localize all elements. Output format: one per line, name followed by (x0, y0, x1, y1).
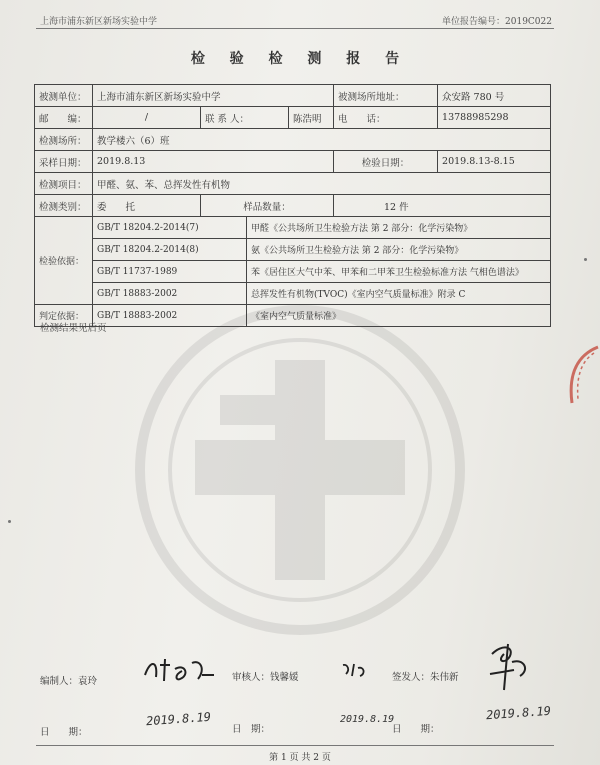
contact-label: 联 系 人： (201, 107, 289, 129)
reviewer-field (232, 669, 299, 683)
sample-qty-value: 12 件 (334, 195, 551, 217)
compiler-label: 编制人： (40, 676, 79, 687)
header-report-no: 单位报告编号：2019C022 (442, 17, 552, 27)
date-field-3 (392, 721, 440, 735)
binding-hole (8, 520, 11, 523)
sampling-date-label: 采样日期： (35, 151, 93, 173)
standard-row (35, 217, 551, 239)
standard-desc: 氨《公共场所卫生检验方法 第 2 部分：化学污染物》 (247, 239, 551, 261)
standard-code: GB/T 18204.2-2014(8) (93, 239, 247, 261)
standard-row (35, 261, 551, 283)
red-seal-fragment (560, 345, 600, 405)
row-postcode (35, 107, 551, 129)
row-site (35, 129, 551, 151)
reviewer-label: 审核人： (232, 672, 271, 683)
compiler-field (40, 673, 97, 687)
report-title: 检 验 检 测 报 告 (190, 51, 410, 67)
date-field-2 (232, 721, 270, 735)
postcode-label: 邮 编： (35, 107, 93, 129)
site-address-value: 众安路 780 号 (438, 85, 551, 107)
items-value: 甲醛、氨、苯、总挥发性有机物 (93, 173, 551, 195)
compiler-name: 袁玲 (78, 676, 98, 687)
header-rule (36, 28, 554, 29)
postcode-value: / (93, 107, 201, 129)
results-note: 检测结果见后页 (40, 323, 107, 334)
binding-hole (584, 258, 587, 261)
row-items (35, 173, 551, 195)
inspected-unit-value: 上海市浦东新区新场实验中学 (93, 85, 334, 107)
judgement-code: GB/T 18883-2002 (93, 305, 247, 327)
report-info-table (34, 84, 551, 327)
footer-rule (36, 745, 554, 746)
standard-desc: 总挥发性有机物(TVOC)《室内空气质量标准》附录 C (247, 283, 551, 305)
judgement-desc: 《室内空气质量标准》 (247, 305, 551, 327)
date-field-1 (40, 724, 88, 738)
standard-code: GB/T 18883-2002 (93, 283, 247, 305)
compiler-signature (140, 655, 220, 685)
issuer-field (392, 669, 459, 683)
header-school: 上海市浦东新区新场实验中学 (40, 17, 158, 27)
handwritten-date-2: 2019.8.19 (340, 714, 395, 725)
faint-seal-watermark (110, 300, 490, 640)
category-label: 检测类别： (35, 195, 93, 217)
inspected-unit-label: 被测单位： (35, 85, 93, 107)
items-label: 检测项目： (35, 173, 93, 195)
reviewer-signature (340, 660, 370, 680)
standard-desc: 苯《居住区大气中苯、甲苯和二甲苯卫生检验标准方法 气相色谱法》 (247, 261, 551, 283)
test-date-label: 检验日期： (334, 151, 438, 173)
judgement-row (35, 305, 551, 327)
sampling-date-value: 2019.8.13 (93, 151, 334, 173)
test-date-value: 2019.8.13-8.15 (438, 151, 551, 173)
date-label: 日 期： (392, 724, 440, 735)
site-address-label: 被测场所地址： (334, 85, 438, 107)
standard-row (35, 283, 551, 305)
date-label: 日 期： (40, 727, 88, 738)
site-value: 教学楼六（6）班 (93, 129, 551, 151)
issuer-label: 签发人： (392, 672, 431, 683)
standard-code: GB/T 11737-1989 (93, 261, 247, 283)
standard-code: GB/T 18204.2-2014(7) (93, 217, 247, 239)
page-number: 第 1 页 共 2 页 (269, 753, 331, 763)
row-inspected-unit (35, 85, 551, 107)
site-label: 检测场所： (35, 129, 93, 151)
category-value: 委 托 (93, 195, 201, 217)
row-dates (35, 151, 551, 173)
issuer-signature (484, 640, 534, 695)
issuer-name: 朱伟新 (430, 672, 459, 683)
standard-desc: 甲醛《公共场所卫生检验方法 第 2 部分：化学污染物》 (247, 217, 551, 239)
sample-qty-label: 样品数量： (201, 195, 334, 217)
contact-value: 陈浩明 (289, 107, 334, 129)
judgement-label: 判定依据： (35, 305, 93, 327)
handwritten-date-3: 2019.8.19 (485, 703, 552, 723)
date-label: 日 期： (232, 724, 271, 735)
phone-value: 13788985298 (438, 107, 551, 129)
standard-row (35, 239, 551, 261)
basis-label: 检验依据： (35, 217, 93, 305)
phone-label: 电 话： (334, 107, 438, 129)
handwritten-date-1: 2019.8.19 (145, 709, 212, 729)
row-category (35, 195, 551, 217)
reviewer-name: 钱馨媛 (270, 672, 299, 683)
